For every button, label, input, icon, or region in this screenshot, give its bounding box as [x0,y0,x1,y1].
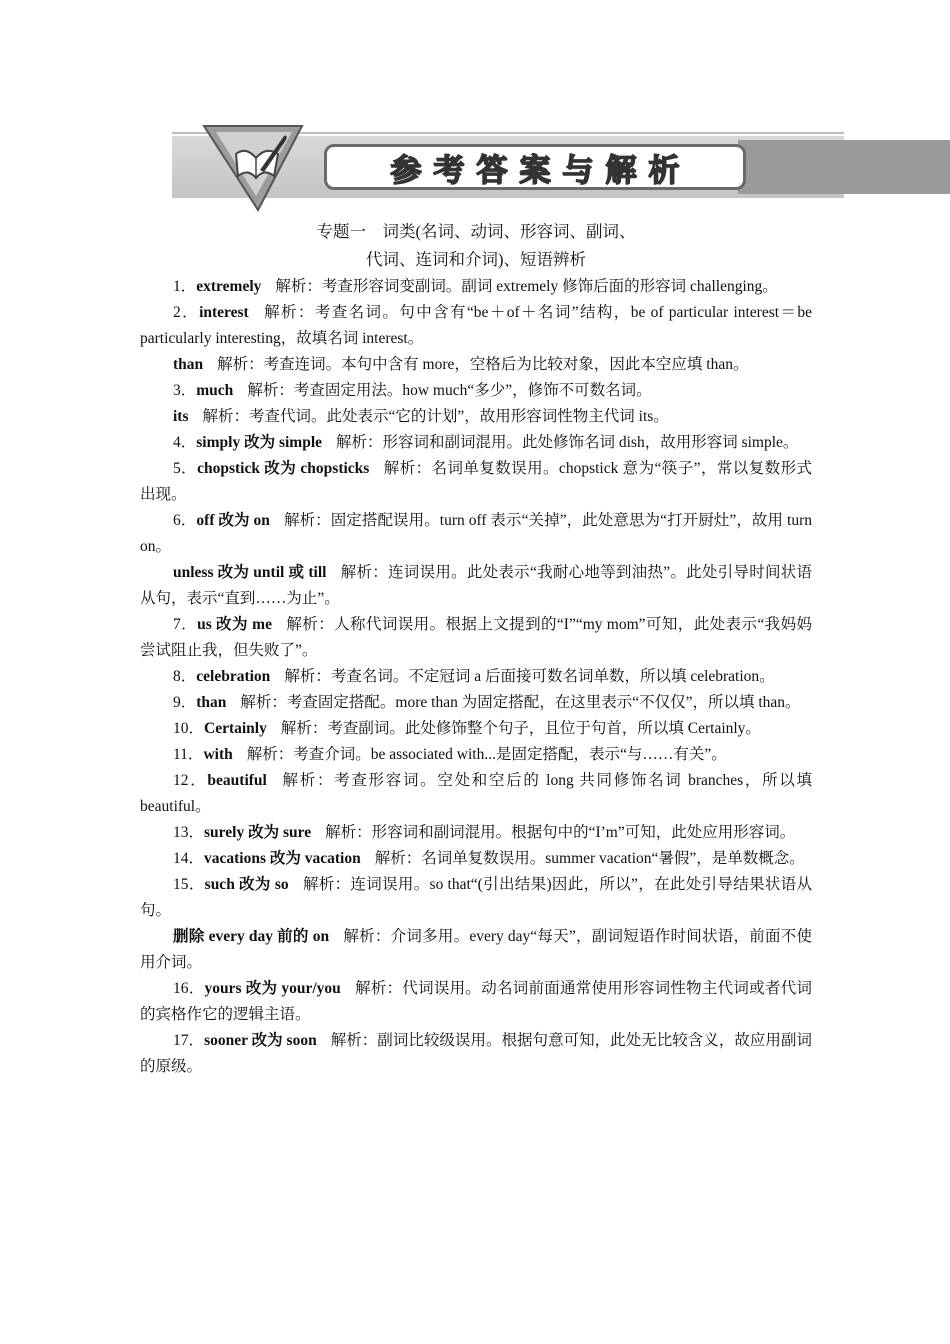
answer-item [140,716,812,742]
item-explanation: 解析：考查连词。本句中含有 more，空格后为比较对象，因此本空应填 than。 [217,356,749,373]
item-answer: its [173,408,189,425]
item-number: 9． [173,694,197,711]
answer-item [140,846,812,872]
item-answer: celebration [196,668,271,685]
item-number: 3． [173,382,197,399]
banner-dark-block [738,140,950,194]
item-answer: vacations 改为 vacation [204,850,361,867]
answer-item [140,456,812,508]
answer-item [140,976,812,1028]
item-explanation: 解析：代词误用。动名词前面通常使用形容词性物主代词或者代词的宾格作它的逻辑主语。 [140,980,812,1023]
banner-title-box [324,144,746,190]
item-number: 16． [173,980,205,997]
item-answer: such 改为 so [204,876,289,893]
item-answer: Certainly [204,720,267,737]
item-number: 10． [173,720,205,737]
item-answer: much [196,382,234,399]
item-explanation: 解析：介词多用。every day“每天”，副词短语作时间状语，前面不使用介词。 [140,928,813,971]
answer-item [140,664,812,690]
item-answer: than [196,694,227,711]
item-number: 8． [173,668,197,685]
answer-item [140,690,812,716]
item-number: 12． [173,772,208,789]
item-explanation: 解析：人称代词误用。根据上文提到的“I”“my mom”可知，此处表示“我妈妈尝试阻止我，但失败了”。 [140,616,812,659]
answer-item [140,872,812,924]
answer-item [140,820,812,846]
section-banner [172,124,844,214]
answer-item [140,742,812,768]
item-explanation: 解析：考查形容词。空处和空后的 long 共同修饰名词 branches，所以填 beautiful。 [140,772,812,815]
item-answer: surely 改为 sure [204,824,312,841]
item-explanation: 解析：考查副词。此处修饰整个句子，且位于句首，所以填 Certainly。 [280,720,761,737]
item-explanation: 解析：固定搭配误用。turn off 表示“关掉”，此处意思为“打开厨灶”，故用 turn on。 [140,512,812,555]
topic-heading [140,218,812,274]
item-explanation: 解析：考查名词。不定冠词 a 后面接可数名词单数，所以填 celebration。 [284,668,775,685]
answer-item [140,300,812,352]
item-explanation: 解析：考查名词。句中含有“be＋of＋名词”结构，be of particular interest＝be particularly interesting，故填名词 interest。 [140,304,812,347]
answer-item [140,378,812,404]
answer-item [140,924,812,976]
item-answer: with [203,746,233,763]
item-explanation: 解析：考查固定搭配。more than 为固定搭配，在这里表示“不仅仅”，所以填 than。 [240,694,801,711]
item-explanation: 解析：连词误用。此处表示“我耐心地等到油热”。此处引导时间状语从句，表示“直到……为止”。 [140,564,813,607]
item-explanation: 解析：考查代词。此处表示“它的计划”，故用形容词性物主代词 its。 [202,408,669,425]
item-explanation: 解析：形容词和副词混用。根据句中的“I’m”可知，此处应用形容词。 [325,824,796,841]
page-title: 参考答案与解析 [390,152,692,189]
item-answer: 删除 every day 前的 on [173,928,330,945]
heading-line-2: 代词、连词和介词)、短语辨析 [366,250,586,269]
item-number: 5． [173,460,198,477]
item-number: 14． [173,850,205,867]
heading-line-1: 专题一 词类(名词、动词、形容词、副词、 [316,222,636,241]
item-number: 13． [173,824,205,841]
item-explanation: 解析：连词误用。so that“(引出结果)因此，所以”，在此处引导结果状语从句。 [140,876,812,919]
item-answer: us 改为 me [197,616,272,633]
answer-item [140,404,812,430]
item-answer: than [173,356,204,373]
item-explanation: 解析：考查介词。be associated with...是固定搭配，表示“与……有关”。 [246,746,727,763]
answer-item [140,768,812,820]
item-answer: sooner 改为 soon [204,1032,317,1049]
item-answer: beautiful [207,772,267,789]
item-explanation: 解析：考查形容词变副词。副词 extremely 修饰后面的形容词 challenging。 [275,278,778,295]
answer-item [140,560,812,612]
item-answer: extremely [196,278,262,295]
item-answer: simply 改为 simple [196,434,322,451]
item-explanation: 解析：名词单复数误用。summer vacation“暑假”，是单数概念。 [374,850,805,867]
item-answer: unless 改为 until 或 till [173,564,327,581]
item-explanation: 解析：形容词和副词混用。此处修饰名词 dish，故用形容词 simple。 [336,434,799,451]
item-explanation: 解析：考查固定用法。how much“多少”，修饰不可数名词。 [247,382,652,399]
item-answer: yours 改为 your/you [204,980,341,997]
item-explanation: 解析：名词单复数误用。chopstick 意为“筷子”，常以复数形式出现。 [140,460,812,503]
item-number: 2． [173,304,200,321]
answer-list [140,274,812,1080]
answer-item [140,430,812,456]
item-answer: off 改为 on [196,512,270,529]
answer-item [140,1028,812,1080]
item-number: 17． [173,1032,205,1049]
item-number: 11． [173,746,204,763]
item-answer: chopstick 改为 chopsticks [197,460,370,477]
item-explanation: 解析：副词比较级误用。根据句意可知，此处无比较含义，故应用副词的原级。 [140,1032,812,1075]
item-number: 1． [173,278,197,295]
item-number: 4． [173,434,197,451]
item-number: 6． [173,512,197,529]
answer-item [140,352,812,378]
book-quill-icon [202,124,306,214]
answer-item [140,274,812,300]
answer-item [140,508,812,560]
answer-item [140,612,812,664]
item-answer: interest [199,304,249,321]
item-number: 15． [173,876,205,893]
item-number: 7． [173,616,198,633]
